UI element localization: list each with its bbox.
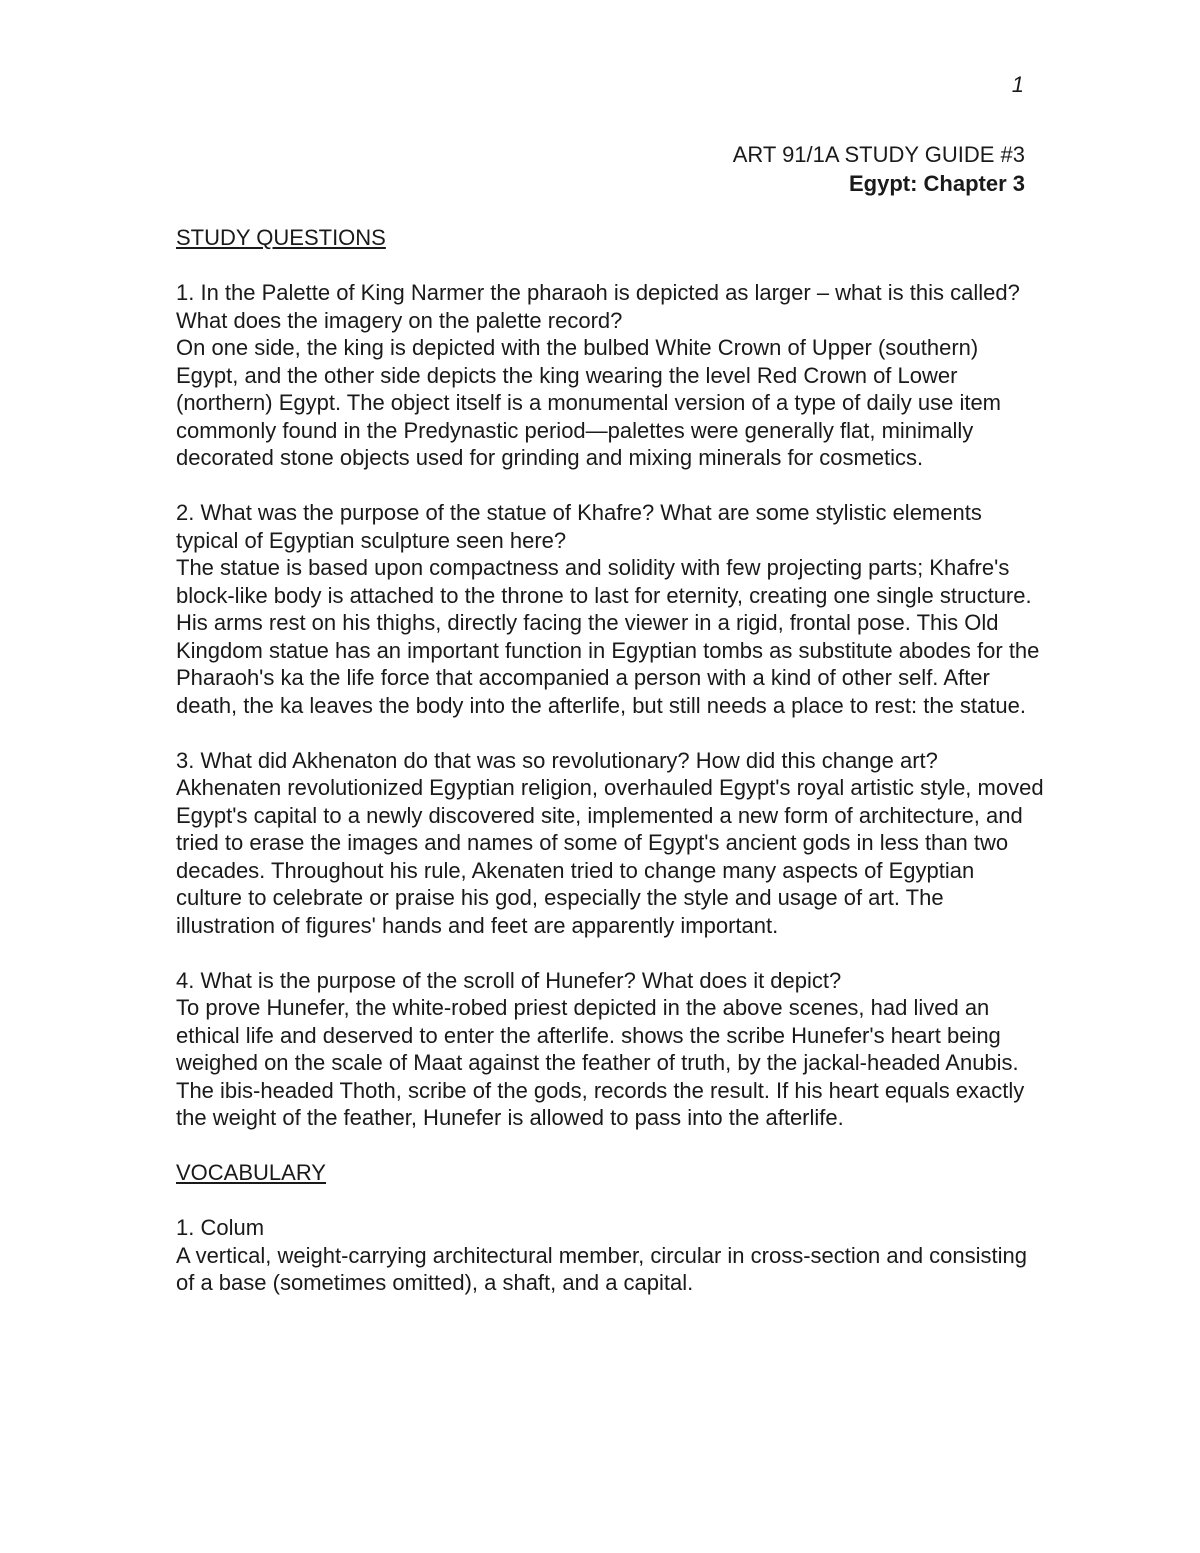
study-question-item bbox=[176, 967, 1046, 1132]
page-number: 1 bbox=[1011, 72, 1024, 97]
vocabulary-heading: VOCABULARY bbox=[176, 1160, 326, 1185]
document-body bbox=[176, 224, 1046, 1297]
answer-text: On one side, the king is depicted with the bulbed White Crown of Upper (southern) Egypt, and the other side depicts the king wearing the level Red Crown of Lower (northern) Egypt. The object itself is a monumental version of a type of daily use item commonly found in the Predynastic period—palettes were generally flat, minimally decorated stone objects used for grinding and mixing minerals for cosmetics. bbox=[176, 335, 1001, 470]
study-question-item bbox=[176, 747, 1046, 940]
study-questions-heading: STUDY QUESTIONS bbox=[176, 225, 386, 250]
vocabulary-term: 1. Colum bbox=[176, 1215, 265, 1240]
vocabulary-item bbox=[176, 1214, 1046, 1297]
question-text: 1. In the Palette of King Narmer the pharaoh is depicted as larger – what is this called? What does the imagery on the palette record? bbox=[176, 280, 1020, 333]
answer-text: Akhenaten revolutionized Egyptian religion, overhauled Egypt's royal artistic style, moved Egypt's capital to a newly discovered site, implemented a new form of architecture, and tried to erase the images and names of some of Egypt's ancient gods in less than two decades. Throughout his rule, Akenaten tried to change many aspects of Egyptian culture to celebrate or praise his god, especially the style and usage of art. The illustration of figures' hands and feet are apparently important. bbox=[176, 775, 1044, 938]
question-text: 3. What did Akhenaton do that was so revolutionary? How did this change art? bbox=[176, 747, 938, 773]
study-question-item bbox=[176, 279, 1046, 472]
question-text: 2. What was the purpose of the statue of Khafre? What are some stylistic elements typical of Egyptian sculpture seen here? bbox=[176, 500, 982, 553]
document-subtitle: Egypt: Chapter 3 bbox=[848, 171, 1025, 196]
study-question-item bbox=[176, 499, 1046, 719]
answer-text: To prove Hunefer, the white-robed priest depicted in the above scenes, had lived an ethical life and deserved to enter the afterlife. shows the scribe Hunefer's heart being weighed on the scale of Maat against the feather of truth, by the jackal-headed Anubis. The ibis-headed Thoth, scribe of the gods, records the result. If his heart equals exactly the weight of the feather, Hunefer is allowed to pass into the afterlife. bbox=[176, 995, 1025, 1130]
document-header bbox=[733, 140, 1025, 198]
document-title: ART 91/1A STUDY GUIDE #3 bbox=[732, 142, 1025, 167]
vocabulary-definition: A vertical, weight-carrying architectural member, circular in cross-section and consisting of a base (sometimes omitted), a shaft, and a capital. bbox=[176, 1242, 1027, 1295]
question-text: 4. What is the purpose of the scroll of Hunefer? What does it depict? bbox=[176, 967, 842, 993]
answer-text: The statue is based upon compactness and solidity with few projecting parts; Khafre's block-like body is attached to the throne to last for eternity, creating one single structure. His arms rest on his thighs, directly facing the viewer in a rigid, frontal pose. This Old Kingdom statue has an important function in Egyptian tombs as substitute abodes for the Pharaoh's ka the life force that accompanied a person with a kind of other self. After death, the ka leaves the body into the afterlife, but still needs a place to rest: the statue. bbox=[176, 555, 1040, 718]
